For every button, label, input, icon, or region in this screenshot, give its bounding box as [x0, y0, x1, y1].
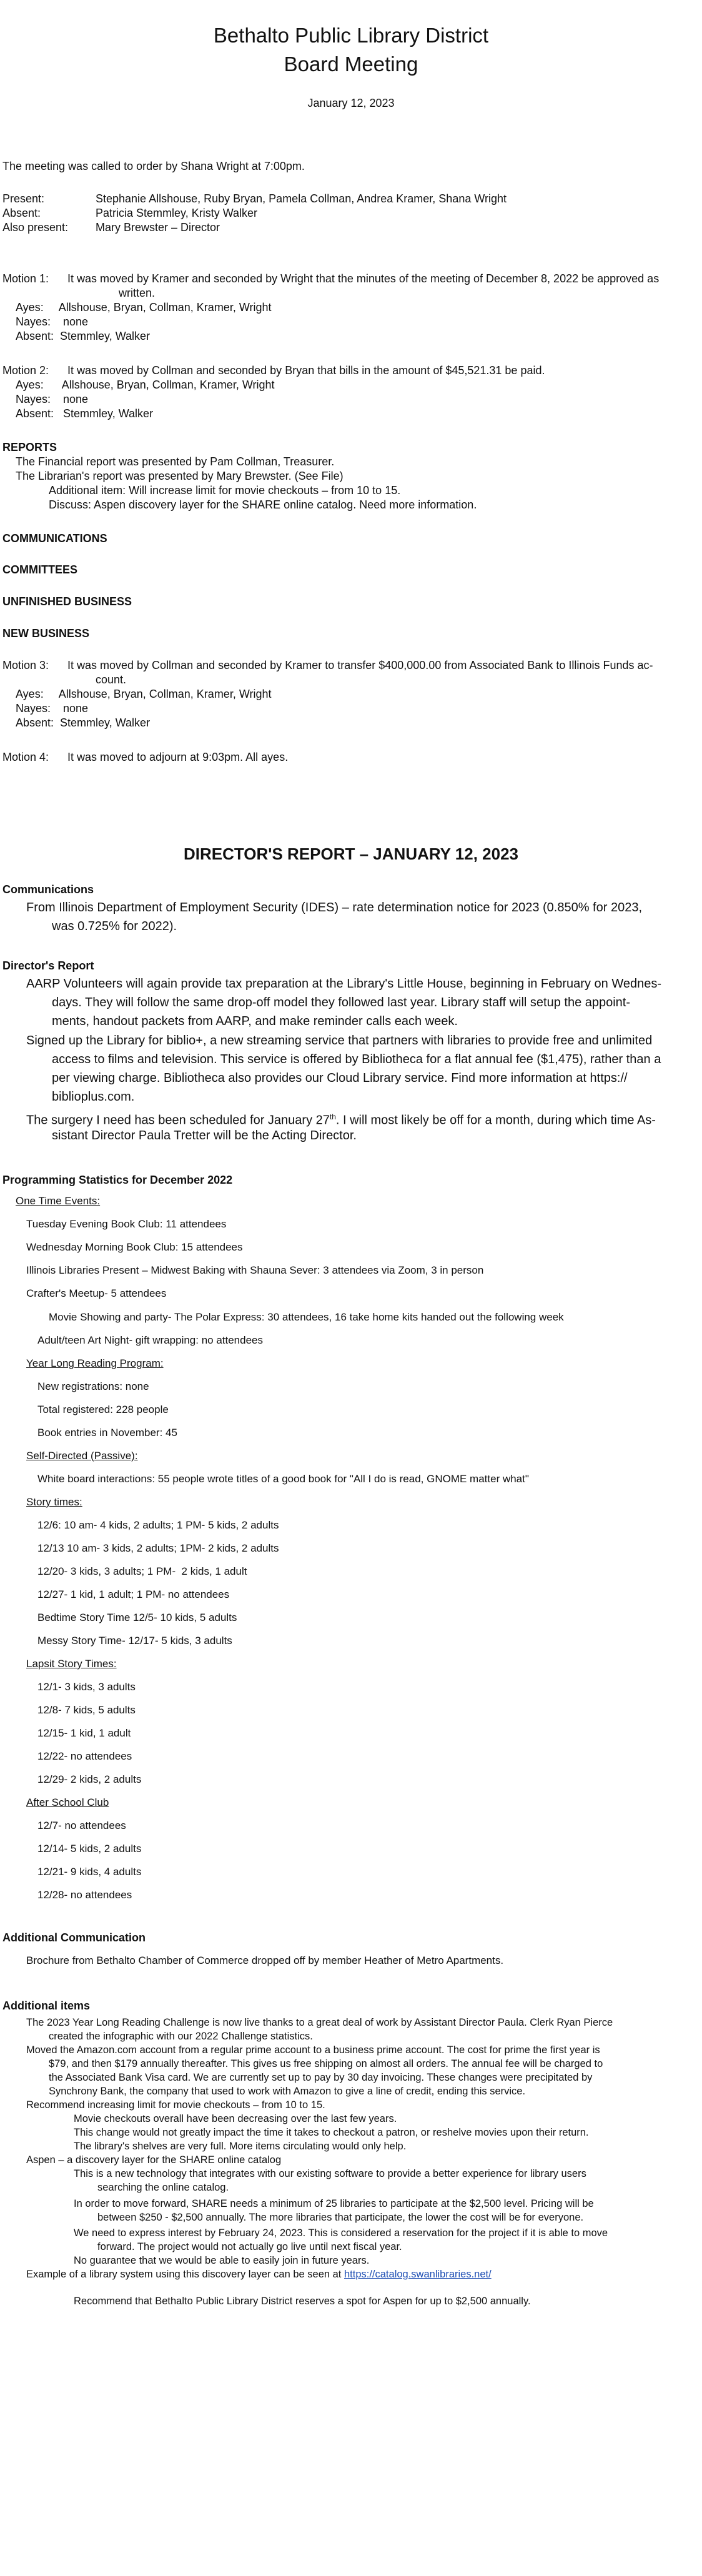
motion-2-nayes: Nayes: none [16, 393, 89, 405]
motion-3-absent: Absent: Stemmley, Walker [16, 716, 151, 729]
present-label: Present: [2, 192, 45, 205]
new-business-heading: NEW BUSINESS [2, 627, 90, 640]
also-present-value: Mary Brewster – Director [96, 221, 220, 234]
motion-2-label: Motion 2: [2, 364, 49, 377]
story-time-row: 12/27- 1 kid, 1 adult; 1 PM- no attendees [37, 1588, 230, 1600]
motion-1-nayes: Nayes: none [16, 315, 89, 328]
ides-notice: From Illinois Department of Employment Security (IDES) – rate determination notice for 2023 (0.850% for 2023, [26, 901, 643, 914]
director-communications-heading: Communications [2, 883, 94, 896]
recommend-aspen: Recommend that Bethalto Public Library District reserves a spot for Aspen for up to $2,500 annually. [74, 2296, 531, 2307]
reports-additional-item: Additional item: Will increase limit for movie checkouts – from 10 to 15. [49, 484, 401, 497]
aspen-express-interest: We need to express interest by February 24, 2023. This is considered a reservation for the project if it is able to move [74, 2227, 608, 2239]
story-time-row: 12/6: 10 am- 4 kids, 2 adults; 1 PM- 5 kids, 2 adults [37, 1519, 279, 1531]
present-value: Stephanie Allshouse, Ruby Bryan, Pamela Collman, Andrea Kramer, Shana Wright [96, 192, 507, 205]
story-time-row: 12/13 10 am- 3 kids, 2 adults; 1PM- 2 kids, 2 adults [37, 1542, 279, 1554]
reports-discuss: Discuss: Aspen discovery layer for the SHARE online catalog. Need more information. [49, 498, 477, 511]
motion-1-absent: Absent: Stemmley, Walker [16, 330, 151, 342]
biblio-paragraph: Signed up the Library for biblio+, a new streaming service that partners with libraries to provide free and unlimited [26, 1034, 653, 1048]
example-library-system [26, 2267, 492, 2281]
amazon-paragraph-line4: Synchrony Bank, the company that used to work with Amazon to give a line of credit, ending this service. [49, 2086, 526, 2097]
also-present-label: Also present: [2, 221, 69, 234]
motion-1-label: Motion 1: [2, 272, 49, 285]
self-directed-heading: Self-Directed (Passive): [26, 1450, 138, 1462]
after-school-club-heading: After School Club [26, 1796, 109, 1808]
aspen-description: This is a new technology that integrates with our existing software to provide a better experience for library users [74, 2168, 586, 2179]
motion-4-label: Motion 4: [2, 751, 49, 763]
library-shelves-full: The library's shelves are very full. More items circulating would only help. [74, 2141, 407, 2152]
lapsit-row: 12/22- no attendees [37, 1750, 132, 1762]
additional-items-heading: Additional items [2, 1999, 91, 2012]
example-text: Example of a library system using this discovery layer can be seen at [26, 2269, 344, 2280]
document-subtitle: Board Meeting [284, 52, 418, 76]
illinois-libraries-present: Illinois Libraries Present – Midwest Baking with Shauna Sever: 3 attendees via Zoom, 3 in person [26, 1264, 484, 1276]
aarp-paragraph-line3: ments, handout packets from AARP, and make reminder calls each week. [52, 1014, 458, 1028]
librarian-report: The Librarian's report was presented by Mary Brewster. (See File) [16, 470, 344, 482]
directors-report-heading: DIRECTOR'S REPORT – JANUARY 12, 2023 [184, 845, 518, 863]
white-board-interactions: White board interactions: 55 people wrote titles of a good book for "All I do is read, GNOME matter what" [37, 1473, 529, 1485]
motion-3-label: Motion 3: [2, 659, 49, 671]
new-registrations: New registrations: none [37, 1380, 149, 1392]
document-title: Bethalto Public Library District [213, 24, 489, 47]
call-to-order: The meeting was called to order by Shana Wright at 7:00pm. [2, 160, 305, 172]
biblio-paragraph-line4: biblioplus.com. [52, 1090, 135, 1104]
aspen-share-minimum: In order to move forward, SHARE needs a minimum of 25 libraries to participate at the $2,500 level. Pricing will be [74, 2198, 594, 2209]
meeting-date: January 12, 2023 [307, 97, 395, 109]
absent-label: Absent: [2, 207, 41, 219]
after-school-row: 12/14- 5 kids, 2 adults [37, 1843, 142, 1855]
movie-change-impact: This change would not greatly impact the time it takes to checkout a patron, or reshelve movies upon their return. [74, 2127, 589, 2138]
reading-challenge-cont: created the infographic with our 2022 Challenge statistics. [49, 2031, 313, 2042]
motion-2-text: It was moved by Collman and seconded by Bryan that bills in the amount of $45,521.31 be paid. [67, 364, 545, 377]
programming-heading: Programming Statistics for December 2022 [2, 1174, 233, 1186]
lapsit-row: 12/29- 2 kids, 2 adults [37, 1773, 142, 1785]
after-school-row: 12/28- no attendees [37, 1889, 132, 1901]
communications-heading: COMMUNICATIONS [2, 532, 107, 545]
aarp-paragraph: AARP Volunteers will again provide tax preparation at the Library's Little House, beginning in February on Wednes- [26, 977, 661, 991]
crafters-meetup: Crafter's Meetup- 5 attendees [26, 1287, 167, 1299]
motion-3-ayes: Ayes: Allshouse, Bryan, Collman, Kramer, Wright [16, 688, 272, 700]
ides-notice-cont: was 0.725% for 2022). [52, 919, 177, 933]
motion-3-nayes: Nayes: none [16, 702, 89, 715]
bedtime-story-time: Bedtime Story Time 12/5- 10 kids, 5 adults [37, 1612, 237, 1623]
motion-1-text-cont: written. [119, 287, 156, 299]
motion-4-text: It was moved to adjourn at 9:03pm. All ayes. [67, 751, 289, 763]
adult-teen-art-night: Adult/teen Art Night- gift wrapping: no attendees [37, 1334, 264, 1346]
committees-heading: COMMITTEES [2, 563, 77, 576]
surgery-paragraph-line2: sistant Director Paula Tretter will be the Acting Director. [52, 1129, 357, 1142]
aspen-no-guarantee: No guarantee that we would be able to easily join in future years. [74, 2255, 370, 2266]
aspen-description-cont: searching the online catalog. [97, 2182, 229, 2193]
total-registered: Total registered: 228 people [37, 1404, 169, 1415]
motion-3-text: It was moved by Collman and seconded by Kramer to transfer $400,000.00 from Associated Bank to Illinois Funds ac- [67, 659, 653, 671]
absent-value: Patricia Stemmley, Kristy Walker [96, 207, 258, 219]
biblio-paragraph-line3: per viewing charge. Bibliotheca also provides our Cloud Library service. Find more information at https:// [52, 1071, 628, 1085]
one-time-events-heading: One Time Events: [16, 1195, 101, 1207]
after-school-row: 12/21- 9 kids, 4 adults [37, 1866, 142, 1878]
aspen-heading: Aspen – a discovery layer for the SHARE online catalog [26, 2154, 282, 2166]
aspen-express-interest-cont: forward. The project would not actually go live until next fiscal year. [97, 2241, 402, 2252]
book-entries: Book entries in November: 45 [37, 1427, 177, 1439]
unfinished-business-heading: UNFINISHED BUSINESS [2, 595, 132, 608]
motion-2-absent: Absent: Stemmley, Walker [16, 407, 154, 420]
aspen-share-minimum-cont: between $250 - $2,500 annually. The more libraries that participate, the lower the cost will be for everyone. [97, 2212, 584, 2223]
surgery-text-after: . I will most likely be off for a month, during which time As- [335, 1113, 656, 1127]
surgery-superscript: th [329, 1112, 336, 1121]
story-times-heading: Story times: [26, 1496, 82, 1508]
motion-3-text-cont: count. [96, 673, 127, 686]
lapsit-story-times-heading: Lapsit Story Times: [26, 1658, 117, 1670]
additional-communication-heading: Additional Communication [2, 1931, 146, 1944]
story-time-row: 12/20- 3 kids, 3 adults; 1 PM- 2 kids, 1 adult [37, 1565, 247, 1577]
amazon-paragraph: Moved the Amazon.com account from a regular prime account to a business prime account. The cost for prime the first year is [26, 2044, 600, 2056]
motion-1-text: It was moved by Kramer and seconded by Wright that the minutes of the meeting of December 8, 2022 be approved as [67, 272, 660, 285]
chamber-brochure: Brochure from Bethalto Chamber of Commerce dropped off by member Heather of Metro Apartments. [26, 1954, 504, 1966]
wednesday-book-club: Wednesday Morning Book Club: 15 attendees [26, 1241, 243, 1253]
amazon-paragraph-line3: the Associated Bank Visa card. We are currently set up to pay by 30 day invoicing. These changes were precipitated by [49, 2072, 593, 2083]
movie-showing: Movie Showing and party- The Polar Express: 30 attendees, 16 take home kits handed out the following week [49, 1311, 564, 1323]
tuesday-book-club: Tuesday Evening Book Club: 11 attendees [26, 1218, 227, 1230]
lapsit-row: 12/8- 7 kids, 5 adults [37, 1704, 136, 1716]
swan-catalog-link[interactable]: https://catalog.swanlibraries.net/ [344, 2269, 492, 2280]
reports-heading: REPORTS [2, 441, 57, 453]
reading-challenge: The 2023 Year Long Reading Challenge is now live thanks to a great deal of work by Assistant Director Paula. Clerk Ryan Pierce [26, 2017, 613, 2028]
lapsit-row: 12/15- 1 kid, 1 adult [37, 1727, 131, 1739]
amazon-paragraph-line2: $79, and then $179 annually thereafter. This gives us free shipping on almost all orders. The annual fee will be charged to [49, 2058, 603, 2069]
director-report-heading: Director's Report [2, 959, 94, 972]
year-long-reading-heading: Year Long Reading Program: [26, 1357, 164, 1369]
messy-story-time: Messy Story Time- 12/17- 5 kids, 3 adults [37, 1635, 232, 1647]
biblio-paragraph-line2: access to films and television. This service is offered by Bibliotheca for a flat annual fee ($1,475), rather than a [52, 1053, 661, 1066]
lapsit-row: 12/1- 3 kids, 3 adults [37, 1681, 136, 1693]
aarp-paragraph-line2: days. They will follow the same drop-off model they followed last year. Library staff will setup the appoint- [52, 996, 631, 1009]
after-school-row: 12/7- no attendees [37, 1820, 126, 1831]
surgery-text: The surgery I need has been scheduled for January 27 [26, 1113, 330, 1127]
motion-1-ayes: Ayes: Allshouse, Bryan, Collman, Kramer, Wright [16, 301, 272, 314]
recommend-movie-limit: Recommend increasing limit for movie checkouts – from 10 to 15. [26, 2099, 325, 2111]
financial-report: The Financial report was presented by Pam Collman, Treasurer. [16, 455, 335, 468]
motion-2-ayes: Ayes: Allshouse, Bryan, Collman, Kramer, Wright [16, 379, 275, 391]
movie-checkouts-decreasing: Movie checkouts overall have been decreasing over the last few years. [74, 2113, 397, 2124]
